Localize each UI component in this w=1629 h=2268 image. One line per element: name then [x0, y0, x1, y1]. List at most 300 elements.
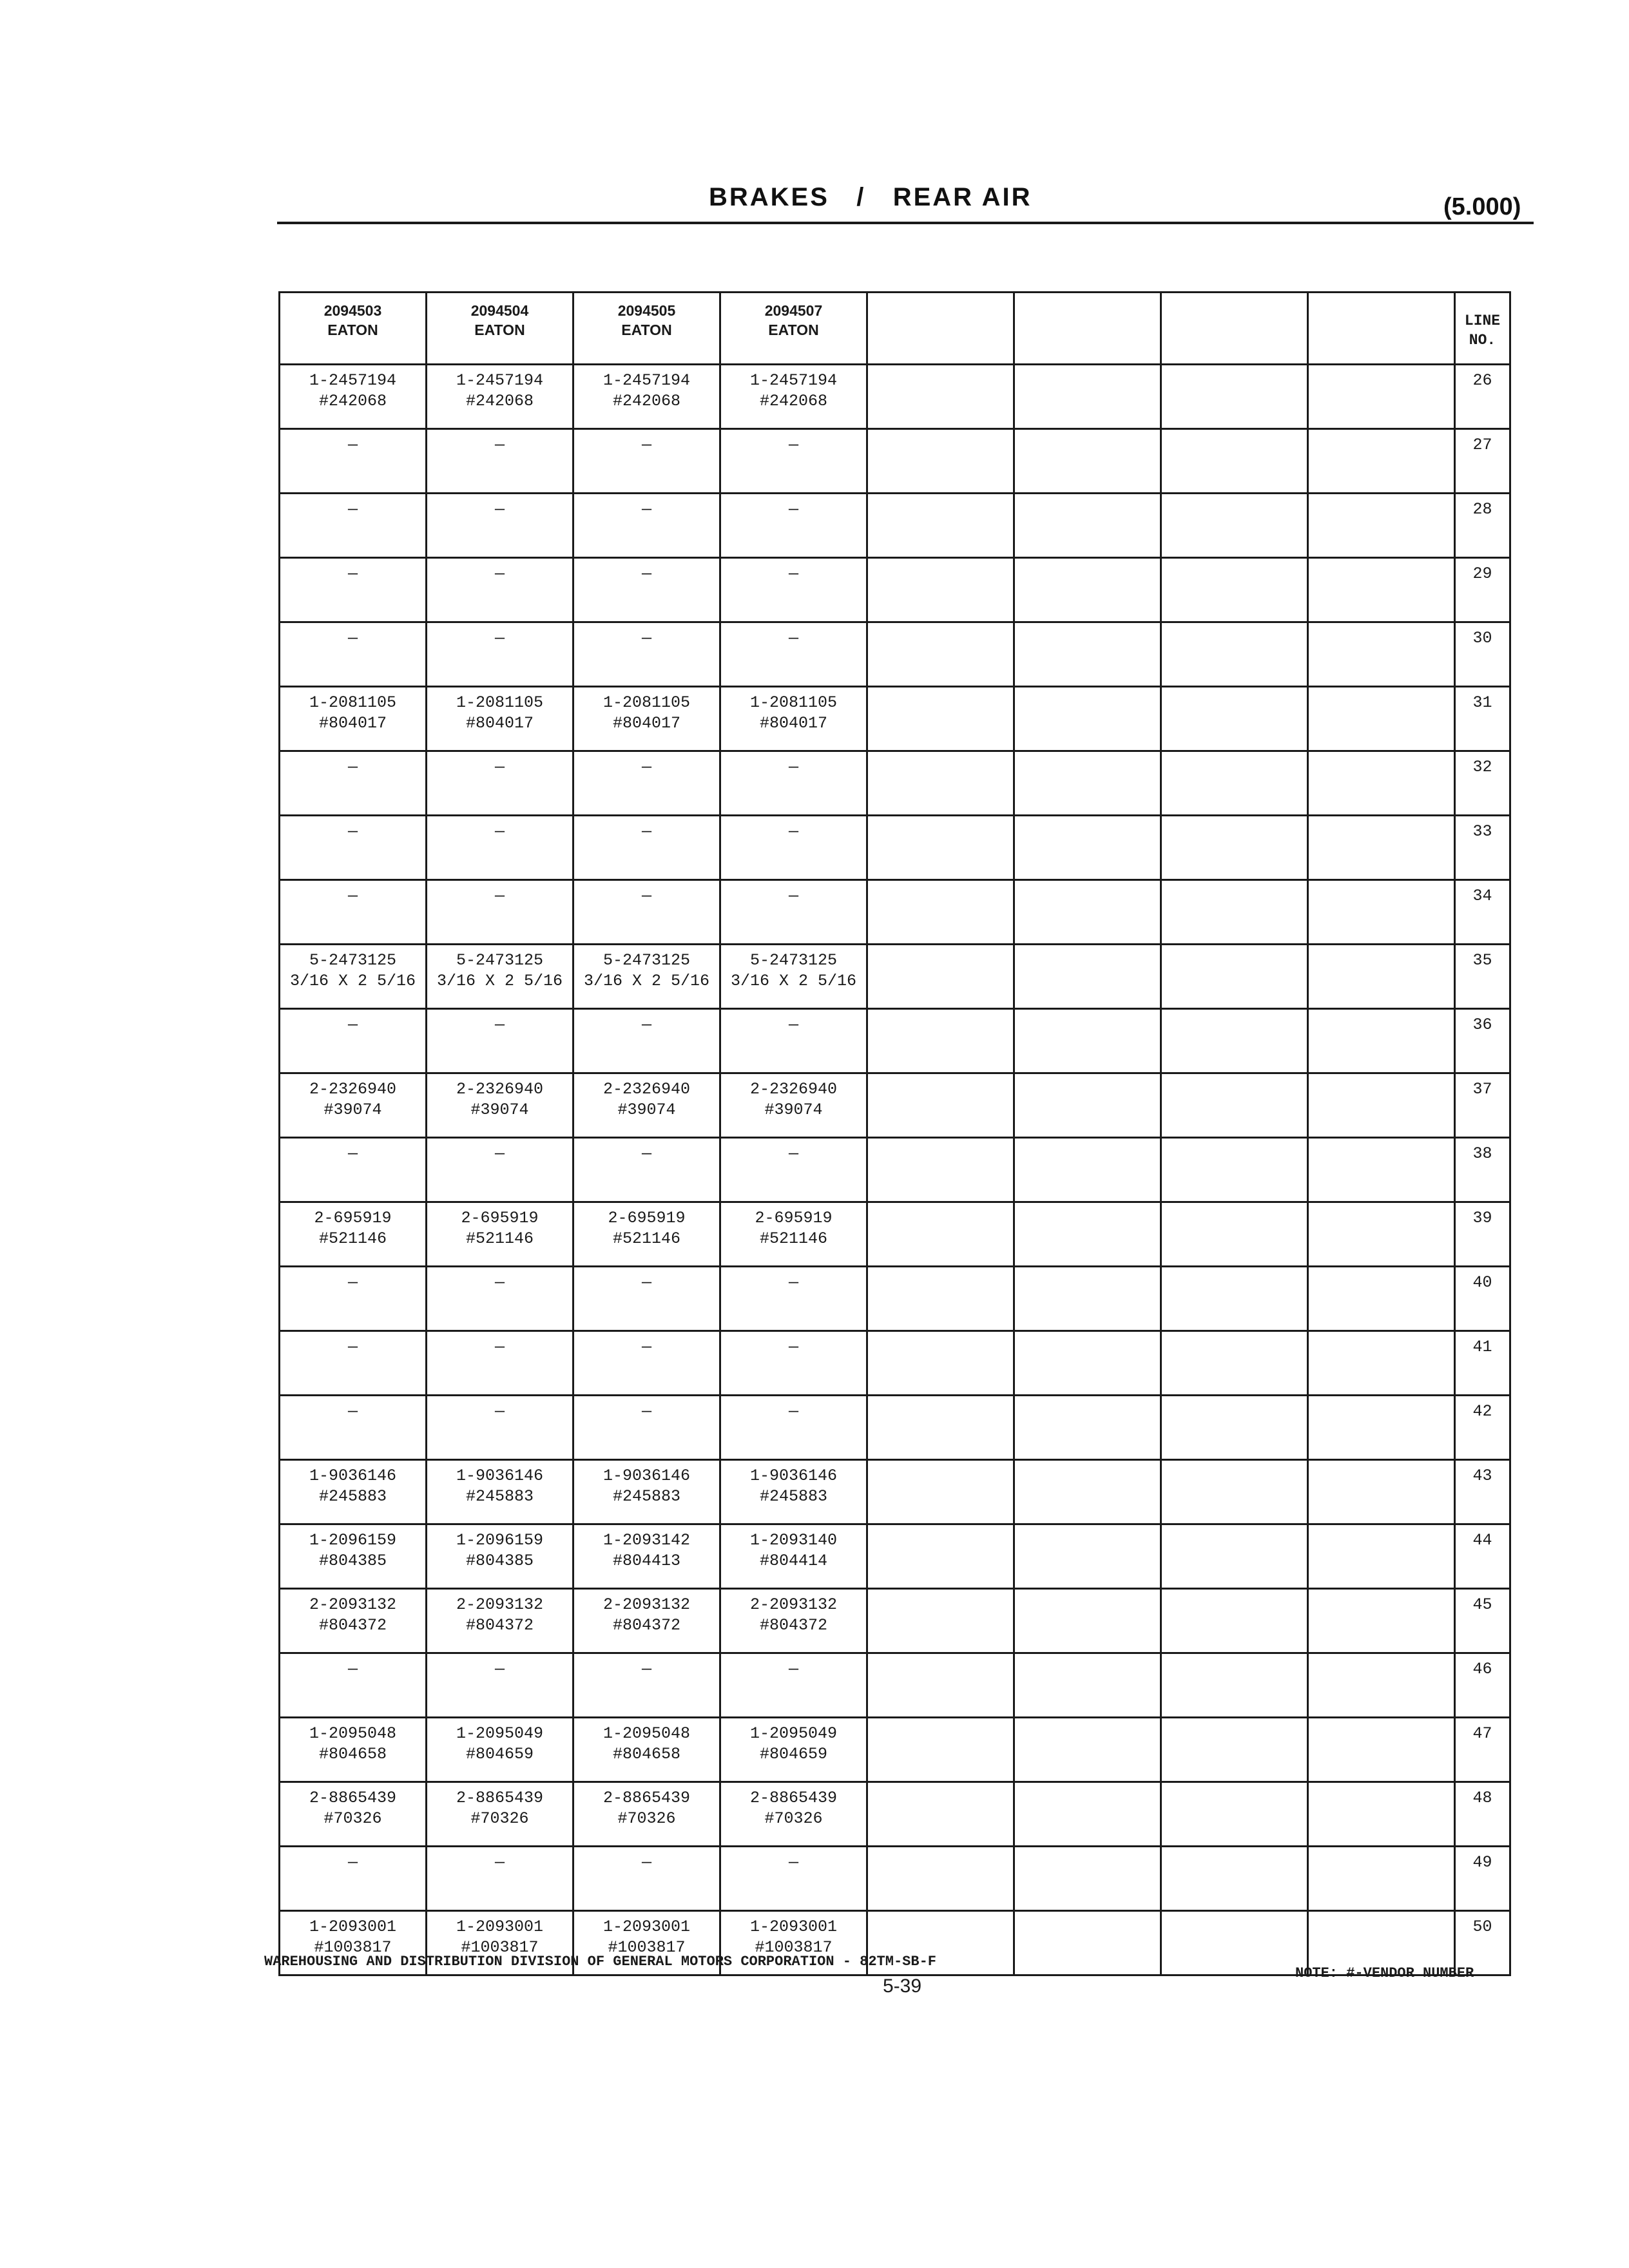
line-number: 26	[1455, 365, 1510, 429]
table-cell	[427, 816, 574, 880]
empty-dash: —	[494, 758, 505, 776]
table-cell	[280, 1847, 427, 1911]
line-number: 39	[1455, 1202, 1510, 1267]
table-cell	[1161, 1653, 1308, 1718]
table-cell	[1161, 365, 1308, 429]
empty-dash: —	[788, 822, 798, 841]
table-cell	[720, 687, 867, 751]
table-cell	[280, 1782, 427, 1847]
part-number: 1-9036146	[456, 1466, 544, 1485]
part-number: 1-2457194	[749, 371, 838, 390]
part-number: 5-2473125	[749, 951, 838, 970]
table-cell	[867, 494, 1014, 558]
table-cell	[1161, 687, 1308, 751]
table-cell	[720, 1718, 867, 1782]
empty-dash: —	[641, 758, 651, 776]
part-number: 1-2081105	[602, 693, 691, 712]
table-cell	[1014, 622, 1161, 687]
part-number: 1-9036146	[602, 1466, 691, 1485]
table-cell	[1014, 1073, 1161, 1138]
table-cell	[867, 1460, 1014, 1524]
table-cell	[1161, 1073, 1308, 1138]
table-cell	[867, 365, 1014, 429]
vendor-number: #804659	[465, 1745, 534, 1763]
table-cell	[574, 880, 720, 945]
table-cell	[720, 751, 867, 816]
section-number: (5.000)	[1443, 193, 1521, 220]
table-cell	[1308, 558, 1455, 622]
table-cell	[574, 622, 720, 687]
table-cell	[427, 1589, 574, 1653]
page-number: 5-39	[883, 1975, 922, 1997]
vendor-number: #1003817	[608, 1938, 686, 1957]
empty-dash: —	[494, 1273, 505, 1292]
table-cell	[1161, 1009, 1308, 1073]
line-number: 32	[1455, 751, 1510, 816]
manufacturer: EATON	[621, 322, 672, 338]
table-row	[280, 1718, 1510, 1782]
table-cell	[427, 687, 574, 751]
table-cell	[720, 1653, 867, 1718]
table-row	[280, 1331, 1510, 1396]
table-cell	[1161, 558, 1308, 622]
part-number: 1-2093142	[602, 1531, 691, 1550]
part-number: 2-8865439	[749, 1789, 838, 1807]
table-cell	[280, 429, 427, 494]
table-cell	[574, 1653, 720, 1718]
empty-dash: —	[347, 1660, 358, 1678]
table-row	[280, 558, 1510, 622]
table-row	[280, 880, 1510, 945]
line-number: 34	[1455, 880, 1510, 945]
table-cell	[574, 1396, 720, 1460]
table-cell	[1014, 880, 1161, 945]
empty-dash: —	[641, 500, 651, 519]
table-row	[280, 1524, 1510, 1589]
column-header	[1161, 293, 1308, 365]
vendor-number: #804658	[612, 1745, 681, 1763]
table-cell	[1161, 1331, 1308, 1396]
part-number: 1-2093140	[749, 1531, 838, 1550]
table-cell	[427, 429, 574, 494]
table-cell	[574, 945, 720, 1009]
vendor-number: #521146	[318, 1229, 387, 1248]
vendor-number: #70326	[764, 1809, 823, 1828]
table-cell	[1161, 1138, 1308, 1202]
table-cell	[1014, 1718, 1161, 1782]
table-cell	[280, 687, 427, 751]
vendor-number: #39074	[323, 1100, 382, 1119]
table-row	[280, 1138, 1510, 1202]
table-cell	[720, 1589, 867, 1653]
vendor-number: #242068	[612, 392, 681, 410]
table-cell	[1161, 1267, 1308, 1331]
table-cell	[720, 1009, 867, 1073]
table-body	[280, 365, 1510, 1975]
empty-dash: —	[347, 1273, 358, 1292]
table-row	[280, 429, 1510, 494]
table-cell	[1014, 945, 1161, 1009]
empty-dash: —	[788, 500, 798, 519]
part-number: 1-2093001	[749, 1917, 838, 1936]
empty-dash: —	[347, 629, 358, 648]
part-number: 1-2095049	[456, 1724, 544, 1743]
table-cell	[867, 1331, 1014, 1396]
table-cell	[867, 1138, 1014, 1202]
empty-dash: —	[641, 1273, 651, 1292]
part-number: 1-2095049	[749, 1724, 838, 1743]
part-number: 2-2326940	[456, 1080, 544, 1099]
empty-dash: —	[494, 629, 505, 648]
table-row	[280, 945, 1510, 1009]
part-number: 2-2093132	[749, 1595, 838, 1614]
table-cell	[280, 622, 427, 687]
table-cell	[1014, 1653, 1161, 1718]
vendor-number: #521146	[759, 1229, 828, 1248]
table-cell	[867, 1782, 1014, 1847]
table-cell	[280, 816, 427, 880]
table-cell	[867, 816, 1014, 880]
table-cell	[280, 945, 427, 1009]
vendor-number: #1003817	[461, 1938, 539, 1957]
table-cell	[574, 365, 720, 429]
table-cell	[280, 1524, 427, 1589]
empty-dash: —	[494, 1015, 505, 1034]
line-number: 35	[1455, 945, 1510, 1009]
table-cell	[1014, 558, 1161, 622]
table-cell	[867, 687, 1014, 751]
manufacturer: EATON	[768, 322, 819, 338]
table-cell	[720, 816, 867, 880]
part-number: 2-8865439	[309, 1789, 397, 1807]
part-number: 2-695919	[755, 1209, 833, 1227]
table-cell	[1014, 1396, 1161, 1460]
table-cell	[427, 1460, 574, 1524]
table-cell	[1014, 1847, 1161, 1911]
table-cell	[1308, 1589, 1455, 1653]
table-cell	[1014, 1460, 1161, 1524]
table-row	[280, 1460, 1510, 1524]
table-cell	[280, 1396, 427, 1460]
column-header	[867, 293, 1014, 365]
empty-dash: —	[788, 1015, 798, 1034]
table-cell	[1308, 1718, 1455, 1782]
table-cell	[427, 494, 574, 558]
table-cell	[280, 1267, 427, 1331]
part-number: 1-2096159	[309, 1531, 397, 1550]
table-cell	[574, 1460, 720, 1524]
vendor-number: #804385	[465, 1552, 534, 1570]
table-cell	[1161, 1782, 1308, 1847]
empty-dash: —	[347, 500, 358, 519]
table-cell	[574, 429, 720, 494]
table-cell	[427, 1396, 574, 1460]
table-cell	[1014, 1331, 1161, 1396]
table-cell	[1161, 880, 1308, 945]
empty-dash: —	[494, 822, 505, 841]
line-number: 42	[1455, 1396, 1510, 1460]
empty-dash: —	[641, 822, 651, 841]
empty-dash: —	[494, 564, 505, 583]
table-cell	[427, 1718, 574, 1782]
table-cell	[280, 1009, 427, 1073]
line-number: 33	[1455, 816, 1510, 880]
line-header-label: LINE	[1464, 312, 1501, 329]
empty-dash: —	[347, 1402, 358, 1421]
line-number: 50	[1455, 1911, 1510, 1975]
table-row	[280, 1396, 1510, 1460]
table-cell	[427, 1847, 574, 1911]
table-cell	[427, 1073, 574, 1138]
column-header	[574, 293, 720, 365]
table-cell	[1014, 687, 1161, 751]
table-cell	[867, 880, 1014, 945]
parts-table	[278, 291, 1511, 1976]
empty-dash: —	[347, 436, 358, 454]
empty-dash: —	[788, 1853, 798, 1872]
part-number: 1-2096159	[456, 1531, 544, 1550]
empty-dash: —	[788, 564, 798, 583]
table-cell	[280, 1138, 427, 1202]
table-row	[280, 1653, 1510, 1718]
table-cell	[574, 816, 720, 880]
table-cell	[720, 1331, 867, 1396]
table-cell	[427, 1267, 574, 1331]
table-cell	[720, 365, 867, 429]
page-header	[277, 0, 1534, 232]
vendor-number: #804413	[612, 1552, 681, 1570]
empty-dash: —	[641, 887, 651, 905]
table-cell	[427, 880, 574, 945]
table-cell	[1014, 751, 1161, 816]
table-row	[280, 1589, 1510, 1653]
table-cell	[867, 1589, 1014, 1653]
vendor-number: #245883	[612, 1487, 681, 1506]
part-number: 1-2457194	[602, 371, 691, 390]
vendor-number: #39074	[470, 1100, 529, 1119]
vendor-number: 3/16 X 2 5/16	[289, 972, 416, 990]
empty-dash: —	[641, 629, 651, 648]
empty-dash: —	[788, 758, 798, 776]
table-cell	[867, 558, 1014, 622]
table-cell	[1161, 1589, 1308, 1653]
table-cell	[867, 945, 1014, 1009]
vendor-number: #804385	[318, 1552, 387, 1570]
table-cell	[1308, 429, 1455, 494]
table-row	[280, 751, 1510, 816]
table-row	[280, 1847, 1510, 1911]
table-cell	[1161, 429, 1308, 494]
table-cell	[574, 558, 720, 622]
table-cell	[720, 494, 867, 558]
vendor-number: #242068	[759, 392, 828, 410]
line-number: 37	[1455, 1073, 1510, 1138]
table-cell	[1161, 751, 1308, 816]
line-number: 47	[1455, 1718, 1510, 1782]
table-cell	[1308, 1073, 1455, 1138]
table-cell	[1161, 1847, 1308, 1911]
empty-dash: —	[788, 1273, 798, 1292]
line-number: 29	[1455, 558, 1510, 622]
empty-dash: —	[788, 629, 798, 648]
table-cell	[427, 945, 574, 1009]
vendor-number: #804372	[612, 1616, 681, 1635]
column-header	[720, 293, 867, 365]
empty-dash: —	[494, 1144, 505, 1163]
table-cell	[1014, 1267, 1161, 1331]
table-cell	[1308, 1331, 1455, 1396]
line-number: 41	[1455, 1331, 1510, 1396]
column-header	[1014, 293, 1161, 365]
part-number: 2-695919	[461, 1209, 539, 1227]
table-cell	[720, 1460, 867, 1524]
column-header	[1308, 293, 1455, 365]
table-cell	[720, 1396, 867, 1460]
column-header-row	[280, 293, 1510, 365]
empty-dash: —	[788, 1402, 798, 1421]
vendor-number: #39074	[764, 1100, 823, 1119]
vendor-number: #521146	[612, 1229, 681, 1248]
table-cell	[574, 1331, 720, 1396]
part-number: 1-9036146	[309, 1466, 397, 1485]
vendor-number: 3/16 X 2 5/16	[583, 972, 710, 990]
table-cell	[867, 622, 1014, 687]
part-number: 2-2326940	[309, 1080, 397, 1099]
table-cell	[867, 1524, 1014, 1589]
header-rule	[277, 222, 1534, 224]
table-cell	[1308, 1138, 1455, 1202]
table-cell	[1014, 1202, 1161, 1267]
empty-dash: —	[788, 1338, 798, 1356]
table-cell	[427, 1009, 574, 1073]
part-number: 1-2093001	[602, 1917, 691, 1936]
vendor-number: #242068	[318, 392, 387, 410]
vendor-number: #242068	[465, 392, 534, 410]
table-cell	[1308, 816, 1455, 880]
empty-dash: —	[788, 887, 798, 905]
part-number: 2-8865439	[456, 1789, 544, 1807]
part-number: 1-2457194	[456, 371, 544, 390]
model-number: 2094503	[323, 302, 382, 319]
page-footer	[264, 1946, 1508, 2023]
empty-dash: —	[494, 1853, 505, 1872]
table-cell	[1308, 945, 1455, 1009]
table-cell	[1014, 494, 1161, 558]
table-cell	[1161, 494, 1308, 558]
empty-dash: —	[347, 887, 358, 905]
vendor-number: #804659	[759, 1745, 828, 1763]
part-number: 1-2457194	[309, 371, 397, 390]
table-cell	[574, 1718, 720, 1782]
table-cell	[1161, 945, 1308, 1009]
manufacturer: EATON	[327, 322, 378, 338]
table-cell	[280, 1589, 427, 1653]
vendor-number: #804658	[318, 1745, 387, 1763]
empty-dash: —	[641, 1853, 651, 1872]
table-cell	[280, 365, 427, 429]
table-cell	[280, 1073, 427, 1138]
table-cell	[1308, 687, 1455, 751]
table-cell	[1308, 622, 1455, 687]
part-number: 2-2326940	[602, 1080, 691, 1099]
empty-dash: —	[494, 436, 505, 454]
table-cell	[574, 1073, 720, 1138]
vendor-number: #804414	[759, 1552, 828, 1570]
part-number: 2-8865439	[602, 1789, 691, 1807]
line-number: 49	[1455, 1847, 1510, 1911]
table-cell	[1308, 1202, 1455, 1267]
table-cell	[280, 1202, 427, 1267]
line-number: 36	[1455, 1009, 1510, 1073]
table-cell	[1014, 1524, 1161, 1589]
empty-dash: —	[347, 1015, 358, 1034]
table-cell	[280, 880, 427, 945]
line-number: 30	[1455, 622, 1510, 687]
line-number: 27	[1455, 429, 1510, 494]
table-cell	[574, 1267, 720, 1331]
vendor-number: #39074	[617, 1100, 676, 1119]
empty-dash: —	[494, 1660, 505, 1678]
table-cell	[1014, 1009, 1161, 1073]
table-cell	[867, 429, 1014, 494]
part-number: 2-2326940	[749, 1080, 838, 1099]
vendor-number: #804017	[465, 714, 534, 733]
table-cell	[720, 1073, 867, 1138]
part-number: 5-2473125	[602, 951, 691, 970]
table-row	[280, 494, 1510, 558]
table-cell	[720, 1847, 867, 1911]
table-cell	[720, 945, 867, 1009]
manufacturer: EATON	[474, 322, 525, 338]
table-row	[280, 1202, 1510, 1267]
empty-dash: —	[347, 1338, 358, 1356]
empty-dash: —	[641, 1402, 651, 1421]
line-number: 38	[1455, 1138, 1510, 1202]
table-cell	[867, 1009, 1014, 1073]
part-number: 1-2093001	[309, 1917, 397, 1936]
table-cell	[720, 1202, 867, 1267]
empty-dash: —	[347, 822, 358, 841]
table-cell	[427, 558, 574, 622]
vendor-number: #804017	[612, 714, 681, 733]
table-cell	[427, 1138, 574, 1202]
table-cell	[1161, 622, 1308, 687]
table-cell	[1308, 494, 1455, 558]
table-cell	[574, 687, 720, 751]
table-cell	[867, 1396, 1014, 1460]
table-cell	[1014, 1589, 1161, 1653]
table-cell	[720, 622, 867, 687]
table-cell	[720, 429, 867, 494]
table-cell	[1308, 365, 1455, 429]
table-row	[280, 622, 1510, 687]
table-cell	[280, 1718, 427, 1782]
table-cell	[1014, 1782, 1161, 1847]
table-cell	[867, 1202, 1014, 1267]
part-number: 2-2093132	[456, 1595, 544, 1614]
table-cell	[1161, 1396, 1308, 1460]
empty-dash: —	[347, 1144, 358, 1163]
empty-dash: —	[788, 1144, 798, 1163]
part-number: 1-9036146	[749, 1466, 838, 1485]
table-cell	[867, 1653, 1014, 1718]
table-cell	[574, 1202, 720, 1267]
part-number: 1-2081105	[456, 693, 544, 712]
vendor-number: #1003817	[314, 1938, 392, 1957]
table-cell	[1308, 1524, 1455, 1589]
table-cell	[1161, 1524, 1308, 1589]
part-number: 2-695919	[314, 1209, 392, 1227]
